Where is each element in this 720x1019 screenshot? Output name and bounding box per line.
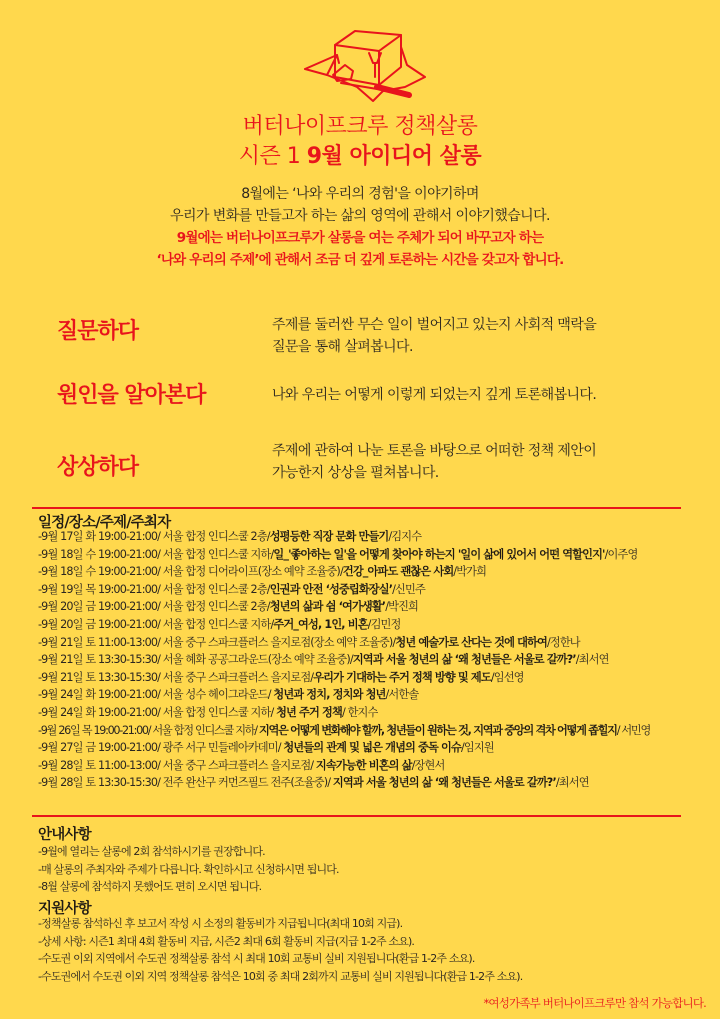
schedule-row <box>38 774 718 792</box>
notice-item: -8월 살롱에 참석하지 못했어도 편히 오시면 됩니다. <box>38 880 262 894</box>
intro-line-4: ‘나와 우리의 주제’에 관해서 조금 더 깊게 토론하는 시간을 갖고자 합니다. <box>156 252 564 268</box>
schedule-time-place: -9월 24일 화 19:00-21:00/ 서울 합정 인디스쿨 지하/ <box>38 705 277 719</box>
schedule-time-place: -9월 21일 토 11:00-13:00/ 서울 중구 스파크플러스 을지로점(장소 예약 조율중)/ <box>38 635 396 649</box>
schedule-time-place: -9월 21일 토 13:30-15:30/ 서울 혜화 공공그라운드(장소 예약 조율중)/ <box>38 653 353 667</box>
notice-item: -매 살롱의 주최자와 주제가 다릅니다. 확인하시고 신청하시면 됩니다. <box>38 862 339 876</box>
schedule-host: /신민주 <box>392 582 425 596</box>
step-desc-line: 질문을 통해 살펴봅니다. <box>272 339 413 355</box>
schedule-topic: 지역은 어떻게 변화해야 할까, 청년들이 원하는 것, 지역과 중앙의 격차 어떻게 좁힐지 <box>259 723 617 737</box>
schedule-topic: 건강_아파도 괜찮은 사회 <box>342 565 454 579</box>
step-title: 상상하다 <box>57 455 139 480</box>
schedule-host: /장현서 <box>411 758 445 772</box>
schedule-row <box>38 546 718 564</box>
schedule-time-place: -9월 21일 토 13:30-15:30/ 서울 중구 스파크플러스 을지로점/ <box>38 670 314 684</box>
schedule-row <box>38 704 718 722</box>
schedule-host: / 한지수 <box>341 705 378 719</box>
schedule-host: /정한나 <box>546 635 580 649</box>
subtitle-prefix: 시즌 1 <box>238 144 307 169</box>
support-item: -상세 사항: 시즌1 최대 4회 활동비 지급, 시즌2 최대 6회 활동비 지급(지급 1-2주 소요). <box>38 934 415 948</box>
schedule-row <box>38 651 718 669</box>
notice-list <box>38 843 698 896</box>
title-block <box>0 112 720 172</box>
schedule-time-place: -9월 27일 금 19:00-21:00/ 광주 서구 민들레아카데미/ <box>38 741 284 755</box>
support-item: -정책살롱 참석하신 후 보고서 작성 시 소정의 활동비가 지급됩니다(최대 10회 지급). <box>38 917 403 930</box>
intro-line-2: 우리가 변화를 만들고자 하는 삶의 영역에 관해서 이야기했습니다. <box>170 208 550 224</box>
schedule-time-place: -9월 19일 목 19:00-21:00/ 서울 합정 인디스쿨 2층/ <box>38 582 270 596</box>
notice-heading: 안내사항 <box>38 827 91 843</box>
schedule-time-place: -9월 28일 토 11:00-13:00/ 서울 중구 스파크플러스 을지로점/ <box>38 758 316 772</box>
support-heading: 지원사항 <box>38 901 91 917</box>
page-title: 버터나이프크루 정책살롱 <box>242 114 478 139</box>
schedule-topic: 청년들의 관계 및 넓은 개념의 중독 이슈 <box>283 741 461 755</box>
schedule-heading: 일정/장소/주제/주최자 <box>38 515 171 531</box>
schedule-row <box>38 581 718 599</box>
schedule-topic: 청년의 삶과 쉼 ‘여가생활’ <box>269 600 386 614</box>
schedule-host: /최서연 <box>575 653 609 667</box>
butter-knife-icon <box>297 17 433 105</box>
schedule-time-place: -9월 18일 수 19:00-21:00/ 서울 합정 인디스쿨 지하/ <box>38 547 274 561</box>
step-desc <box>272 440 596 484</box>
schedule-topic: 우리가 기대하는 주거 정책 방향 및 제도 <box>313 670 491 684</box>
schedule-host: /박가희 <box>453 565 487 579</box>
schedule-topic: 인권과 안전 ‘성중립화장실’ <box>269 582 393 596</box>
schedule-row <box>38 616 718 634</box>
schedule-time-place: -9월 28일 토 13:30-15:30/ 전주 완산구 커먼즈필드 전주(조율중)/ <box>38 776 333 790</box>
step-desc-line: 가능한지 상상을 펼쳐봅니다. <box>272 465 439 481</box>
divider <box>32 815 681 817</box>
schedule-list <box>38 528 718 792</box>
schedule-topic: 지역과 서울 청년의 삶 ‘왜 청년들은 서울로 갈까?’ <box>352 653 576 667</box>
schedule-time-place: -9월 20일 금 19:00-21:00/ 서울 합정 인디스쿨 2층/ <box>38 600 270 614</box>
step-desc-line: 나와 우리는 어떻게 이렇게 되었는지 깊게 토론해봅니다. <box>272 387 597 403</box>
schedule-topic: 청년 주거 정책 <box>276 705 342 719</box>
schedule-time-place: -9월 18일 수 19:00-21:00/ 서울 합정 디어라이프(장소 예약 조율중)/ <box>38 565 343 579</box>
schedule-host: /박진희 <box>385 600 419 614</box>
step-desc-line: 주제에 관하여 나눈 토론을 바탕으로 어떠한 정책 제안이 <box>272 443 597 459</box>
support-item: -수도권 이외 지역에서 수도권 정책살롱 참석 시 최대 10회 교통비 실비 지원됩니다(환급 1-2주 소요). <box>38 952 475 966</box>
schedule-topic: 지역과 서울 청년의 삶 ‘왜 청년들은 서울로 갈까?’ <box>332 776 556 790</box>
schedule-row <box>38 528 718 546</box>
schedule-topic: 청년과 정치, 정치와 청년 <box>273 688 386 702</box>
schedule-row <box>38 669 718 687</box>
schedule-topic: 지속가능한 비혼의 삶 <box>315 758 412 772</box>
schedule-host: /임선영 <box>490 670 524 684</box>
schedule-topic: 청년 예술가로 산다는 것에 대하여 <box>395 635 547 649</box>
step-desc-line: 주제를 둘러싼 무슨 일이 벌어지고 있는지 사회적 맥락을 <box>272 317 597 333</box>
schedule-time-place: -9월 20일 금 19:00-21:00/ 서울 합정 인디스쿨 지하/ <box>38 617 274 631</box>
schedule-host: /김민정 <box>367 617 401 631</box>
schedule-time-place: -9월 24일 화 19:00-21:00/ 서울 성수 헤이그라운드/ <box>38 688 274 702</box>
schedule-row <box>38 739 718 757</box>
schedule-host: /서한솔 <box>385 688 419 702</box>
schedule-row <box>38 598 718 616</box>
schedule-topic: 성평등한 직장 문화 만들기 <box>269 530 389 543</box>
intro-line-3: 9월에는 버터나이프크루가 살롱을 여는 주체가 되어 바꾸고자 하는 <box>176 230 544 246</box>
support-list <box>38 915 698 985</box>
schedule-time-place: -9월 26일 목 19:00-21:00/ 서울 합정 인디스쿨 지하/ <box>38 723 259 737</box>
footnote: *여성가족부 버터나이프크루만 참석 가능합니다. <box>483 996 706 1010</box>
intro-line-1: 8월에는 ‘나와 우리의 경험'을 이야기하며 <box>241 186 479 202</box>
step-title: 질문하다 <box>57 319 139 344</box>
schedule-host: /최서연 <box>555 776 589 790</box>
schedule-row <box>38 722 718 740</box>
schedule-row <box>38 634 718 652</box>
step-title: 원인을 알아본다 <box>57 383 206 408</box>
divider <box>32 507 681 509</box>
schedule-topic: 주거_여성, 1인, 비혼 <box>273 617 368 631</box>
schedule-row <box>38 563 718 581</box>
support-item: -수도권에서 수도권 이외 지역 정책살롱 참석은 10회 중 최대 2회까지 교통비 실비 지원됩니다(환급 1-2주 소요). <box>38 969 523 983</box>
step-desc <box>272 314 596 358</box>
page-subtitle <box>0 142 720 172</box>
schedule-host: / 서민영 <box>616 723 650 737</box>
schedule-time-place: -9월 17일 화 19:00-21:00/ 서울 합정 인디스쿨 2층/ <box>38 530 270 543</box>
schedule-topic: 일_'좋아하는 일'을 어떻게 찾아야 하는지 '일이 삶에 있어서 어떤 역할인지' <box>273 547 605 561</box>
schedule-host: /이주영 <box>604 547 638 561</box>
schedule-host: /임지원 <box>460 741 494 755</box>
subtitle-bold: 9월 아이디어 살롱 <box>306 144 482 169</box>
step-desc <box>272 384 596 406</box>
intro-text <box>0 183 720 271</box>
schedule-host: /김지수 <box>388 530 422 543</box>
schedule-row <box>38 757 718 775</box>
notice-item: -9월에 열리는 살롱에 2회 참석하시기를 권장합니다. <box>38 845 265 858</box>
schedule-row <box>38 686 718 704</box>
